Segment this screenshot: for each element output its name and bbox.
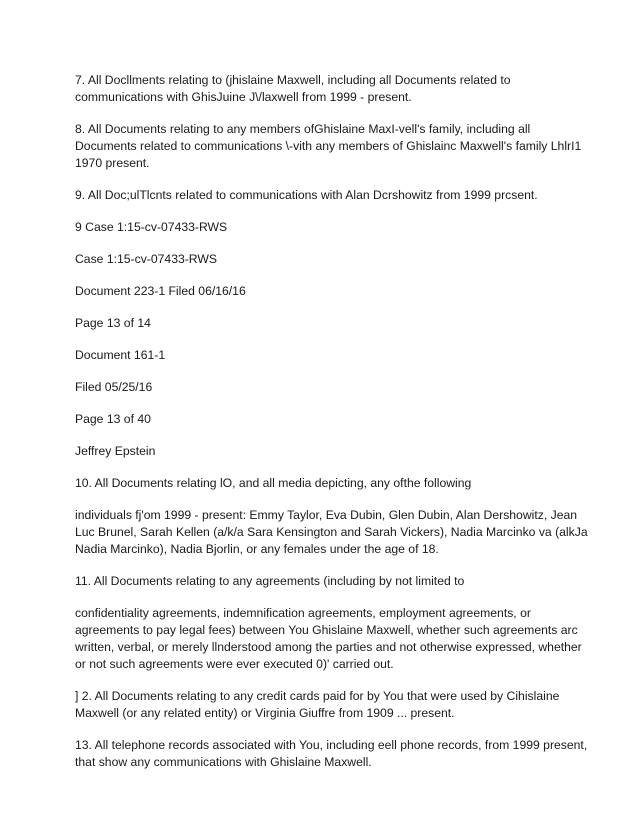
paragraph-item-9 <box>75 187 570 204</box>
text-line: that show any communications with Ghislaine Maxwell. <box>75 755 372 769</box>
name-heading <box>75 443 570 460</box>
text-line: 10. All Documents relating lO, and all media depicting, any ofthe following <box>75 476 472 490</box>
paragraph-individuals-list <box>75 507 588 558</box>
paragraph-item-7 <box>75 72 570 106</box>
text-line: 8. All Documents relating to any members ofGhislaine MaxI-vell's family, including all <box>75 122 531 136</box>
text-line: ] 2. All Documents relating to any credit cards paid for by You that were used by Cihislaine <box>75 689 560 703</box>
page-number-line-2 <box>75 411 570 428</box>
text-line: 7. All Docllments relating to (jhislaine Maxwell, including all Documents related to <box>75 73 511 87</box>
text-line: Case 1:15-cv-07433-RWS <box>75 252 218 266</box>
paragraph-agreements <box>75 605 582 673</box>
paragraph-item-10 <box>75 475 570 492</box>
text-line: Document 223-1 Filed 06/16/16 <box>75 284 246 298</box>
text-line: individuals fj'om 1999 - present: Emmy Taylor, Eva Dubin, Glen Dubin, Alan Dershowitz, Jean <box>75 508 578 522</box>
text-line: 1970 present. <box>75 156 150 170</box>
filed-date-line <box>75 379 570 396</box>
case-number-header <box>75 219 570 236</box>
text-line: Maxwell (or any related entity) or Virginia Giuffre from 1909 ... present. <box>75 706 455 720</box>
paragraph-item-11 <box>75 573 570 590</box>
text-line: 9 Case 1:15-cv-07433-RWS <box>75 220 228 234</box>
text-line: 13. All telephone records associated with You, including eell phone records, from 1999 present, <box>75 738 588 752</box>
paragraph-item-12 <box>75 688 570 722</box>
text-line: agreements to pay legal fees) between You Ghislaine Maxwell, whether such agreements arc <box>75 623 578 637</box>
text-line: or not such agreements were ever executed 0)' carried out. <box>75 657 394 671</box>
case-number <box>75 251 570 268</box>
text-line: Luc Brunel, Sarah Kellen (a/k/a Sara Kensington and Sarah Vickers), Nadia Marcinko va (alkJa <box>75 525 588 539</box>
text-line: Page 13 of 40 <box>75 412 151 426</box>
text-line: 9. All Doc;ulTlcnts related to communications with Alan Dcrshowitz from 1999 prcsent. <box>75 188 538 202</box>
document-page <box>75 72 588 786</box>
page-number-line <box>75 315 570 332</box>
text-line: communications with GhisJuine J\/laxwell from 1999 - present. <box>75 90 412 104</box>
document-filed-line <box>75 283 570 300</box>
text-line: Page 13 of 14 <box>75 316 151 330</box>
text-line: 11. All Documents relating to any agreements (including by not limited to <box>75 574 465 588</box>
text-line: Filed 05/25/16 <box>75 380 153 394</box>
text-line: Jeffrey Epstein <box>75 444 156 458</box>
paragraph-item-13 <box>75 737 588 771</box>
text-line: Documents related to communications \-vith any members of Ghislainc Maxwell's family LhlrI1 <box>75 139 582 153</box>
document-number-line <box>75 347 570 364</box>
text-line: confidentiality agreements, indemnification agreements, employment agreements, or <box>75 606 531 620</box>
paragraph-item-8 <box>75 121 582 172</box>
text-line: Document 161-1 <box>75 348 166 362</box>
text-line: written, verbal, or merely llnderstood among the parties and not otherwise expressed, whether <box>75 640 582 654</box>
text-line: Nadia Marcinko), Nadia Bjorlin, or any females under the age of 18. <box>75 542 439 556</box>
